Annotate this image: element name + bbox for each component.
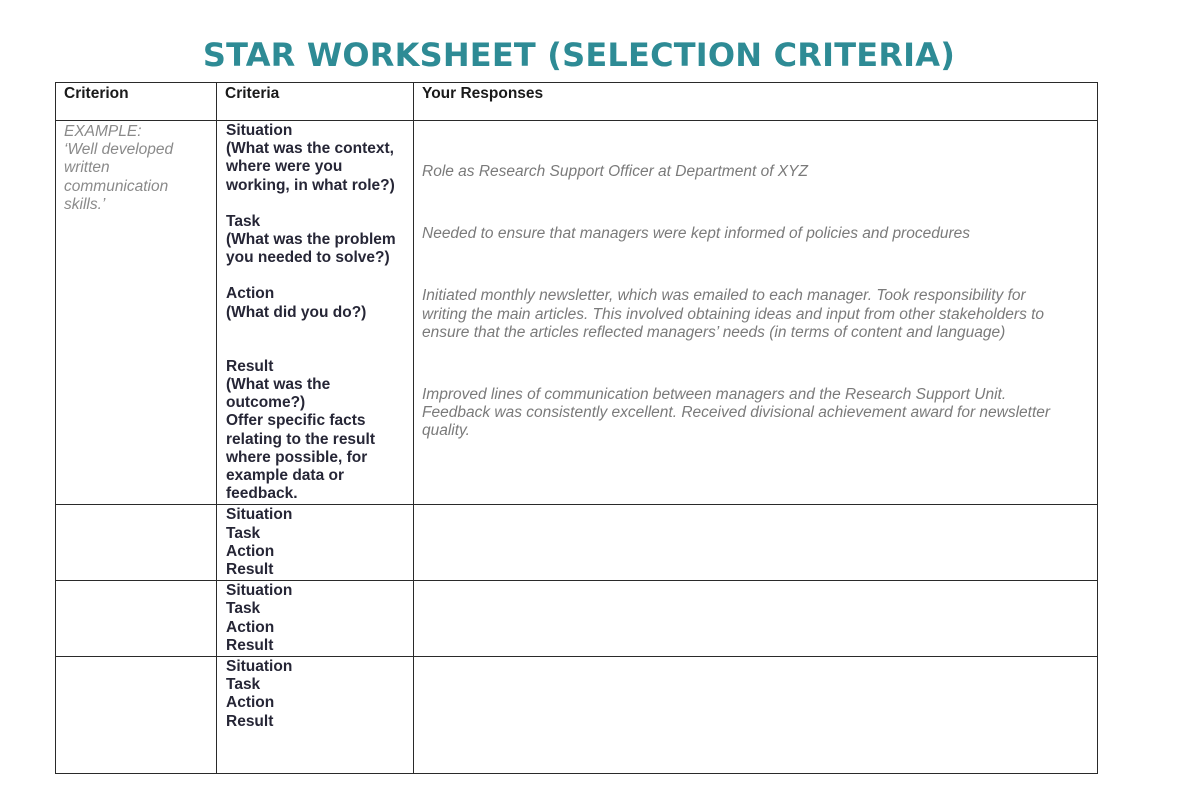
blank-row-1 [56, 505, 1098, 581]
response-line: Initiated monthly newsletter, which was emailed to each manager. Took responsibility for [422, 287, 1026, 305]
header-criteria: Criteria [217, 83, 414, 121]
example-label: EXAMPLE: [64, 123, 142, 140]
response-situation [422, 163, 1089, 181]
criteria-line: Result [226, 712, 274, 730]
response-line: Feedback was consistently excellent. Received divisional achievement award for newsletter [422, 404, 1051, 422]
criteria-line: Offer specific facts [226, 412, 366, 430]
criteria-line: you needed to solve?) [226, 249, 390, 267]
blank-criteria-cell [217, 657, 414, 774]
blank-criterion-cell[interactable] [56, 657, 217, 774]
response-result [422, 386, 1089, 441]
blank-criteria-cell [217, 581, 414, 657]
criteria-line: Action [226, 285, 275, 303]
criteria-line: Result [226, 636, 274, 654]
criteria-line: feedback. [226, 485, 298, 503]
criteria-situation [226, 122, 404, 195]
example-criteria-cell [217, 121, 414, 505]
criteria-line: (What was the problem [226, 231, 396, 249]
criteria-line: Task [226, 676, 261, 694]
example-criterion-cell [56, 121, 217, 505]
header-your-responses: Your Responses [414, 83, 1098, 121]
criteria-line: working, in what role?) [226, 176, 395, 194]
criteria-line: relating to the result [226, 430, 375, 448]
criteria-action [226, 285, 404, 321]
criteria-line: outcome?) [226, 394, 306, 412]
criteria-result [226, 358, 404, 504]
response-line: quality. [422, 422, 470, 440]
criteria-line: Action [226, 694, 275, 712]
blank-responses-cell[interactable] [414, 505, 1098, 581]
header-criterion: Criterion [56, 83, 217, 121]
criteria-line: Task [226, 600, 261, 618]
response-task [422, 225, 1089, 243]
blank-row-2 [56, 581, 1098, 657]
criteria-line: Task [226, 524, 261, 542]
criteria-line: (What did you do?) [226, 303, 367, 321]
criteria-line: Action [226, 618, 275, 636]
blank-row-3 [56, 657, 1098, 774]
table-header-row [56, 83, 1098, 121]
response-line: Role as Research Support Officer at Department of XYZ [422, 163, 808, 180]
criteria-line: where were you [226, 158, 343, 176]
criteria-line: Situation [226, 506, 293, 524]
criteria-line: Situation [226, 658, 293, 676]
criteria-line: Action [226, 542, 275, 560]
response-line: writing the main articles. This involved obtaining ideas and input from other stakeholders to [422, 305, 1045, 323]
example-criterion-line: ‘Well developed [64, 141, 174, 159]
example-row [56, 121, 1098, 505]
blank-responses-cell[interactable] [414, 657, 1098, 774]
example-criterion-line: communication [64, 177, 169, 195]
criteria-line: where possible, for [226, 448, 368, 466]
criteria-line: Result [226, 561, 274, 579]
response-line: ensure that the articles reflected managers’ needs (in terms of content and language) [422, 323, 1006, 341]
example-criterion-line: skills.’ [64, 195, 106, 213]
star-worksheet-table [55, 82, 1098, 774]
page-title: STAR WORKSHEET (SELECTION CRITERIA) [202, 36, 956, 74]
criteria-line: (What was the context, [226, 140, 394, 158]
example-criterion-line: written [64, 159, 110, 177]
criteria-line: (What was the [226, 376, 331, 394]
example-responses-cell [414, 121, 1098, 505]
criteria-line: example data or [226, 467, 345, 485]
blank-responses-cell[interactable] [414, 581, 1098, 657]
criteria-line: Task [226, 212, 261, 230]
response-line: Improved lines of communication between managers and the Research Support Unit. [422, 386, 1007, 404]
criteria-line: Situation [226, 122, 293, 139]
response-line: Needed to ensure that managers were kept informed of policies and procedures [422, 225, 970, 243]
criteria-task [226, 213, 404, 268]
criteria-line: Situation [226, 582, 293, 600]
response-action [422, 287, 1089, 342]
blank-criterion-cell[interactable] [56, 505, 217, 581]
blank-criteria-cell [217, 505, 414, 581]
criteria-line: Result [226, 357, 274, 375]
blank-criterion-cell[interactable] [56, 581, 217, 657]
